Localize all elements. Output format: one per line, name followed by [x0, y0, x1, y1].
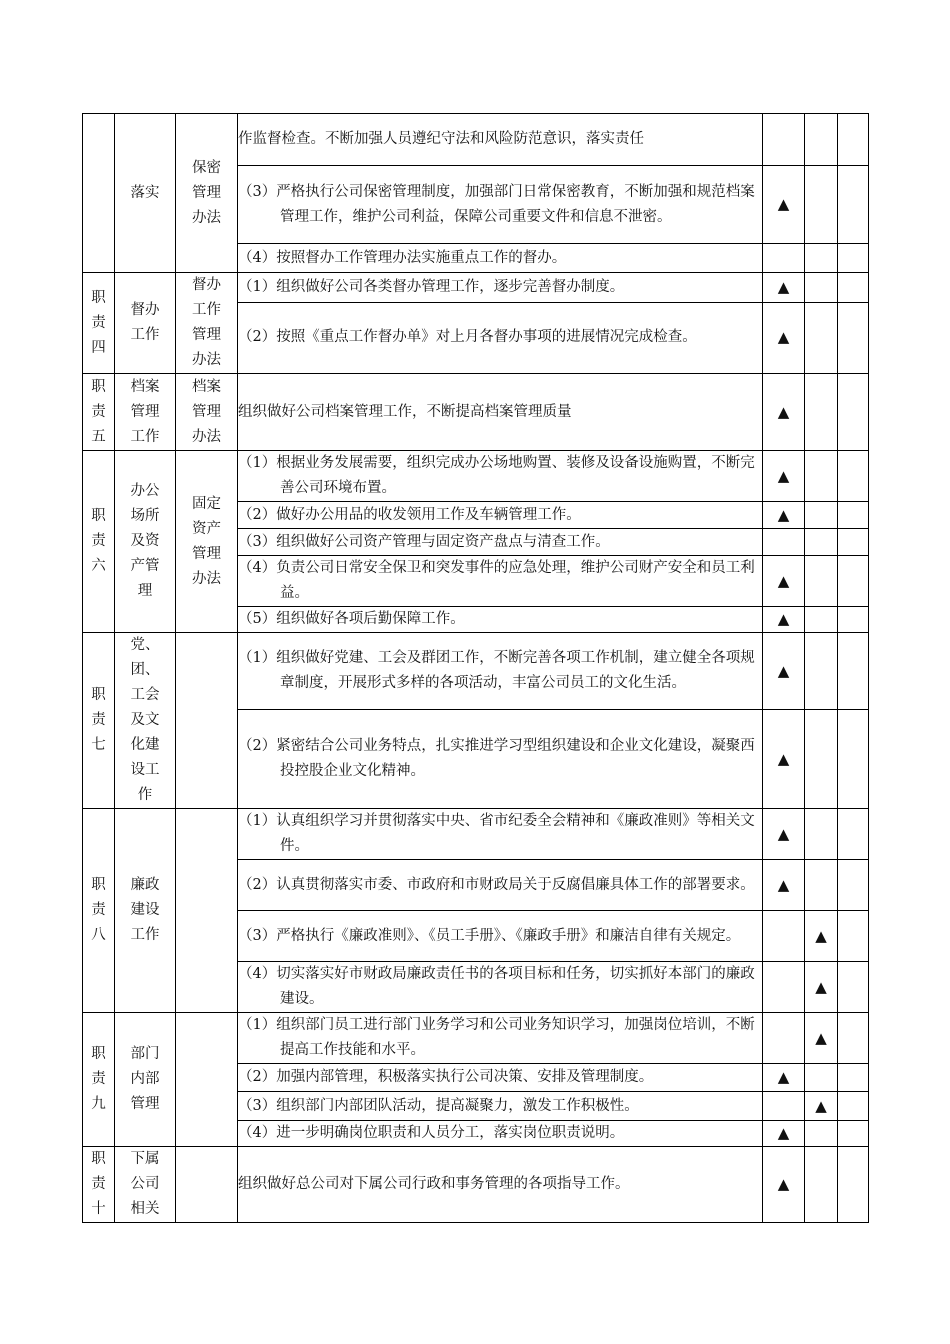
marker-cell-3 — [838, 607, 869, 633]
duty-cell — [83, 114, 115, 273]
triangle-marker: ▲ — [777, 824, 790, 843]
item-text: （4）进一步明确岗位职责和人员分工，落实岗位职责说明。 — [238, 1125, 625, 1141]
marker-cell-3 — [838, 1013, 869, 1064]
triangle-marker: ▲ — [777, 875, 790, 894]
marker-cell-2 — [805, 809, 838, 860]
method-cell — [176, 633, 238, 809]
marker-cell-1 — [763, 529, 805, 556]
triangle-marker: ▲ — [777, 505, 790, 524]
item-text: （4）切实落实好市财政局廉政责任书的各项目标和任务，切实抓好本部门的廉政建设。 — [238, 966, 755, 1007]
triangle-marker: ▲ — [777, 277, 790, 296]
table-row — [83, 374, 869, 451]
marker-cell-1 — [763, 1013, 805, 1064]
item-cell — [238, 1121, 763, 1147]
item-cell — [238, 244, 763, 273]
triangle-marker: ▲ — [815, 977, 827, 996]
item-cell — [238, 556, 763, 607]
item-text: （1）认真组织学习并贯彻落实中央、省市纪委全会精神和《廉政准则》等相关文件。 — [238, 813, 755, 854]
marker-cell-3 — [838, 1064, 869, 1092]
item-cell — [238, 166, 763, 244]
item-cell — [238, 451, 763, 502]
duty-cell: 职 责 八 — [83, 809, 115, 1013]
marker-cell-2 — [805, 114, 838, 166]
marker-cell-1 — [763, 860, 805, 911]
triangle-marker: ▲ — [815, 1096, 827, 1115]
item-cell — [238, 273, 763, 303]
item-cell — [238, 1147, 763, 1223]
table-row — [83, 809, 869, 860]
area-cell: 落实 — [115, 114, 176, 273]
marker-cell-2 — [805, 451, 838, 502]
marker-cell-2 — [805, 166, 838, 244]
marker-cell-2 — [805, 1064, 838, 1092]
item-cell — [238, 710, 763, 809]
triangle-marker: ▲ — [777, 1175, 790, 1193]
item-text: （5）组织做好各项后勤保障工作。 — [238, 611, 465, 627]
triangle-marker: ▲ — [777, 749, 790, 768]
item-text: （3）组织部门内部团队活动，提高凝聚力，激发工作积极性。 — [238, 1097, 639, 1114]
marker-cell-3 — [838, 166, 869, 244]
table-row — [83, 1147, 869, 1223]
item-text: （2）认真贯彻落实市委、市政府和市财政局关于反腐倡廉具体工作的部署要求。 — [238, 876, 755, 893]
marker-cell-1 — [763, 962, 805, 1013]
marker-cell-3 — [838, 374, 869, 451]
marker-cell-1 — [763, 502, 805, 529]
duty-cell: 职 责 六 — [83, 451, 115, 633]
marker-cell-2 — [805, 962, 838, 1013]
marker-cell-1 — [763, 244, 805, 273]
triangle-marker: ▲ — [815, 1028, 827, 1047]
area-cell: 下属 公司 相关 — [115, 1147, 176, 1223]
table-row — [83, 273, 869, 303]
triangle-marker: ▲ — [777, 571, 790, 590]
marker-cell-1 — [763, 1121, 805, 1147]
marker-cell-2 — [805, 1121, 838, 1147]
item-text: （2）紧密结合公司业务特点，扎实推进学习型组织建设和企业文化建设，凝聚西投控股企业文化精神。 — [238, 738, 755, 780]
marker-cell-3 — [838, 244, 869, 273]
area-cell: 部门 内部 管理 — [115, 1013, 176, 1147]
triangle-marker: ▲ — [777, 1124, 790, 1142]
marker-cell-1 — [763, 911, 805, 962]
method-cell — [176, 1013, 238, 1147]
marker-cell-3 — [838, 114, 869, 166]
triangle-marker: ▲ — [777, 402, 790, 421]
marker-cell-3 — [838, 809, 869, 860]
item-cell — [238, 1013, 763, 1064]
triangle-marker: ▲ — [777, 328, 790, 347]
item-cell — [238, 962, 763, 1013]
item-cell — [238, 502, 763, 529]
marker-cell-1 — [763, 114, 805, 166]
marker-cell-2 — [805, 607, 838, 633]
triangle-marker: ▲ — [815, 926, 827, 945]
marker-cell-2 — [805, 244, 838, 273]
duty-cell: 职 责 五 — [83, 374, 115, 451]
marker-cell-2 — [805, 710, 838, 809]
area-cell: 档案 管理 工作 — [115, 374, 176, 451]
duty-cell: 职 责 十 — [83, 1147, 115, 1223]
item-text: 组织做好公司档案管理工作，不断提高档案管理质量 — [238, 403, 572, 420]
item-cell — [238, 302, 763, 373]
marker-cell-3 — [838, 556, 869, 607]
duty-table — [82, 113, 869, 1223]
marker-cell-3 — [838, 1147, 869, 1223]
item-text: （4）负责公司日常安全保卫和突发事件的应急处理，维护公司财产安全和员工利益。 — [238, 560, 755, 601]
table-row — [83, 633, 869, 710]
marker-cell-3 — [838, 273, 869, 303]
marker-cell-3 — [838, 911, 869, 962]
marker-cell-2 — [805, 911, 838, 962]
marker-cell-2 — [805, 529, 838, 556]
triangle-marker: ▲ — [777, 466, 790, 485]
triangle-marker: ▲ — [777, 195, 790, 213]
item-cell — [238, 1064, 763, 1092]
marker-cell-3 — [838, 710, 869, 809]
marker-cell-1 — [763, 556, 805, 607]
marker-cell-3 — [838, 962, 869, 1013]
duty-cell: 职 责 九 — [83, 1013, 115, 1147]
marker-cell-3 — [838, 529, 869, 556]
item-cell — [238, 374, 763, 451]
marker-cell-1 — [763, 302, 805, 373]
item-text: （3）组织做好公司资产管理与固定资产盘点与清查工作。 — [238, 533, 610, 550]
marker-cell-2 — [805, 633, 838, 710]
duty-cell: 职 责 四 — [83, 273, 115, 374]
marker-cell-1 — [763, 273, 805, 303]
marker-cell-1 — [763, 809, 805, 860]
marker-cell-1 — [763, 1092, 805, 1121]
marker-cell-2 — [805, 302, 838, 373]
item-text: （1）组织做好公司各类督办管理工作，逐步完善督办制度。 — [238, 278, 625, 295]
area-cell: 廉政 建设 工作 — [115, 809, 176, 1013]
marker-cell-2 — [805, 1013, 838, 1064]
item-text: （2）做好办公用品的收发领用工作及车辆管理工作。 — [238, 506, 581, 523]
marker-cell-3 — [838, 633, 869, 710]
marker-cell-3 — [838, 1121, 869, 1147]
marker-cell-2 — [805, 860, 838, 911]
item-cell — [238, 1092, 763, 1121]
marker-cell-3 — [838, 502, 869, 529]
table-row — [83, 1013, 869, 1064]
marker-cell-3 — [838, 860, 869, 911]
marker-cell-1 — [763, 166, 805, 244]
item-cell — [238, 860, 763, 911]
method-cell: 固定 资产 管理 办法 — [176, 451, 238, 633]
item-text: （2）加强内部管理，积极落实执行公司决策、安排及管理制度。 — [238, 1069, 654, 1085]
marker-cell-1 — [763, 1147, 805, 1223]
item-text: （1）根据业务发展需要，组织完成办公场地购置、装修及设备设施购置，不断完善公司环境布置。 — [238, 455, 755, 496]
item-text: （4）按照督办工作管理办法实施重点工作的督办。 — [238, 249, 567, 266]
method-cell — [176, 1147, 238, 1223]
marker-cell-1 — [763, 607, 805, 633]
method-cell: 督办 工作 管理 办法 — [176, 273, 238, 374]
method-cell — [176, 809, 238, 1013]
triangle-marker: ▲ — [777, 610, 790, 628]
marker-cell-2 — [805, 273, 838, 303]
table-row — [83, 451, 869, 502]
item-text: （3）严格执行公司保密管理制度，加强部门日常保密教育，不断加强和规范档案管理工作，维护公司利益，保障公司重要文件和信息不泄密。 — [238, 183, 755, 225]
marker-cell-3 — [838, 1092, 869, 1121]
marker-cell-1 — [763, 1064, 805, 1092]
area-cell: 党、 团、 工会 及文 化建 设工 作 — [115, 633, 176, 809]
marker-cell-3 — [838, 302, 869, 373]
item-text: （2）按照《重点工作督办单》对上月各督办事项的进展情况完成检查。 — [238, 329, 697, 346]
marker-cell-2 — [805, 1147, 838, 1223]
marker-cell-2 — [805, 1092, 838, 1121]
duty-cell: 职 责 七 — [83, 633, 115, 809]
item-cell — [238, 607, 763, 633]
method-cell: 档案 管理 办法 — [176, 374, 238, 451]
marker-cell-2 — [805, 374, 838, 451]
marker-cell-3 — [838, 451, 869, 502]
item-cell — [238, 114, 763, 166]
table-row — [83, 114, 869, 166]
area-cell: 办公 场所 及资 产管 理 — [115, 451, 176, 633]
item-text: 组织做好总公司对下属公司行政和事务管理的各项指导工作。 — [238, 1176, 630, 1192]
item-cell — [238, 633, 763, 710]
method-cell: 保密 管理 办法 — [176, 114, 238, 273]
marker-cell-1 — [763, 710, 805, 809]
marker-cell-2 — [805, 556, 838, 607]
item-text: （3）严格执行《廉政准则》、《员工手册》、《廉政手册》和廉洁自律有关规定。 — [238, 927, 741, 944]
marker-cell-1 — [763, 374, 805, 451]
item-cell — [238, 809, 763, 860]
item-text: （1）组织部门员工进行部门业务学习和公司业务知识学习，加强岗位培训，不断提高工作技能和水平。 — [238, 1017, 755, 1058]
item-text: 作监督检查。不断加强人员遵纪守法和风险防范意识，落实责任 — [238, 131, 644, 147]
item-cell — [238, 529, 763, 556]
marker-cell-1 — [763, 451, 805, 502]
triangle-marker: ▲ — [777, 661, 790, 680]
area-cell: 督办 工作 — [115, 273, 176, 374]
marker-cell-2 — [805, 502, 838, 529]
triangle-marker: ▲ — [777, 1068, 790, 1086]
item-cell — [238, 911, 763, 962]
marker-cell-1 — [763, 633, 805, 710]
item-text: （1）组织做好党建、工会及群团工作，不断完善各项工作机制，建立健全各项规章制度，开展形式多样的各项活动，丰富公司员工的文化生活。 — [238, 650, 755, 692]
